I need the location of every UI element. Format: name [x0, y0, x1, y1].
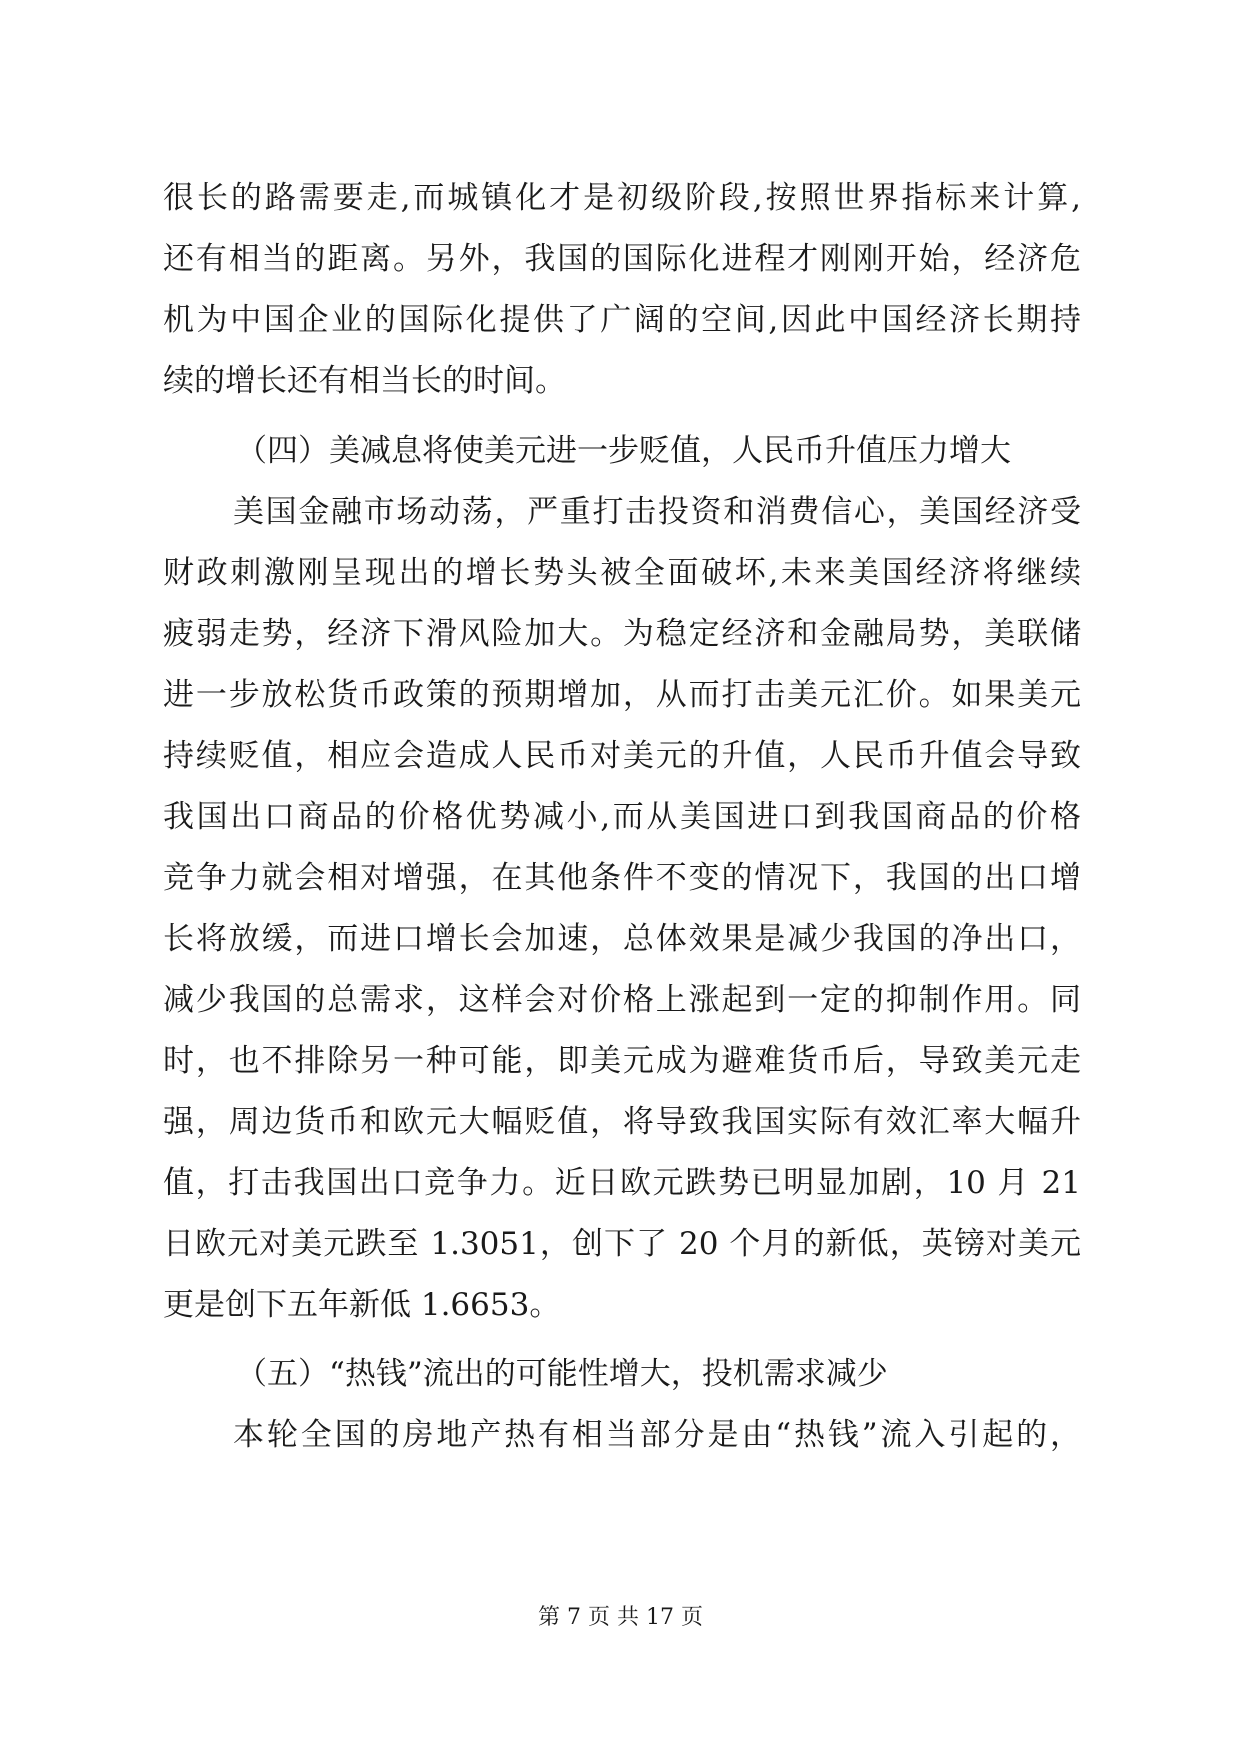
paragraph-first-line: 美国金融市场动荡，严重打击投资和消费信心，美国经济受: [233, 494, 1081, 530]
body-line: 长将放缓，而进口增长会加速，总体效果是减少我国的净出口，: [163, 921, 1081, 957]
body-line: 很长的路需要走,而城镇化才是初级阶段,按照世界指标来计算,: [163, 180, 1081, 216]
body-line: 机为中国企业的国际化提供了广阔的空间,因此中国经济长期持: [163, 302, 1081, 338]
body-line: 持续贬值，相应会造成人民币对美元的升值，人民币升值会导致: [163, 738, 1081, 774]
body-line: 续的增长还有相当长的时间。: [163, 363, 566, 399]
body-line: 减少我国的总需求，这样会对价格上涨起到一定的抑制作用。同: [163, 982, 1081, 1018]
body-line: 进一步放松货币政策的预期增加，从而打击美元汇价。如果美元: [163, 677, 1081, 713]
body-line: 值，打击我国出口竞争力。近日欧元跌势已明显加剧，10 月 21: [163, 1165, 1081, 1201]
body-line: 还有相当的距离。另外，我国的国际化进程才刚刚开始，经济危: [163, 241, 1081, 277]
paragraph-first-line: 本轮全国的房地产热有相当部分是由“热钱”流入引起的，: [233, 1417, 1081, 1453]
body-line: 日欧元对美元跌至 1.3051，创下了 20 个月的新低，英镑对美元: [163, 1226, 1081, 1262]
section-heading: （四）美减息将使美元进一步贬值，人民币升值压力增大: [236, 433, 1011, 469]
body-line: 财政刺激刚呈现出的增长势头被全面破坏,未来美国经济将继续: [163, 555, 1081, 591]
body-line: 强，周边货币和欧元大幅贬值，将导致我国实际有效汇率大幅升: [163, 1104, 1081, 1140]
body-line: 时，也不排除另一种可能，即美元成为避难货币后，导致美元走: [163, 1043, 1081, 1079]
section-heading: （五）“热钱”流出的可能性增大，投机需求减少: [236, 1356, 888, 1392]
body-line: 疲弱走势，经济下滑风险加大。为稳定经济和金融局势，美联储: [163, 616, 1081, 652]
body-line: 我国出口商品的价格优势减小,而从美国进口到我国商品的价格: [163, 799, 1081, 835]
body-line: 更是创下五年新低 1.6653。: [163, 1287, 561, 1323]
page-number-footer: 第 7 页 共 17 页: [538, 1605, 703, 1630]
body-line: 竞争力就会相对增强，在其他条件不变的情况下，我国的出口增: [163, 860, 1081, 896]
